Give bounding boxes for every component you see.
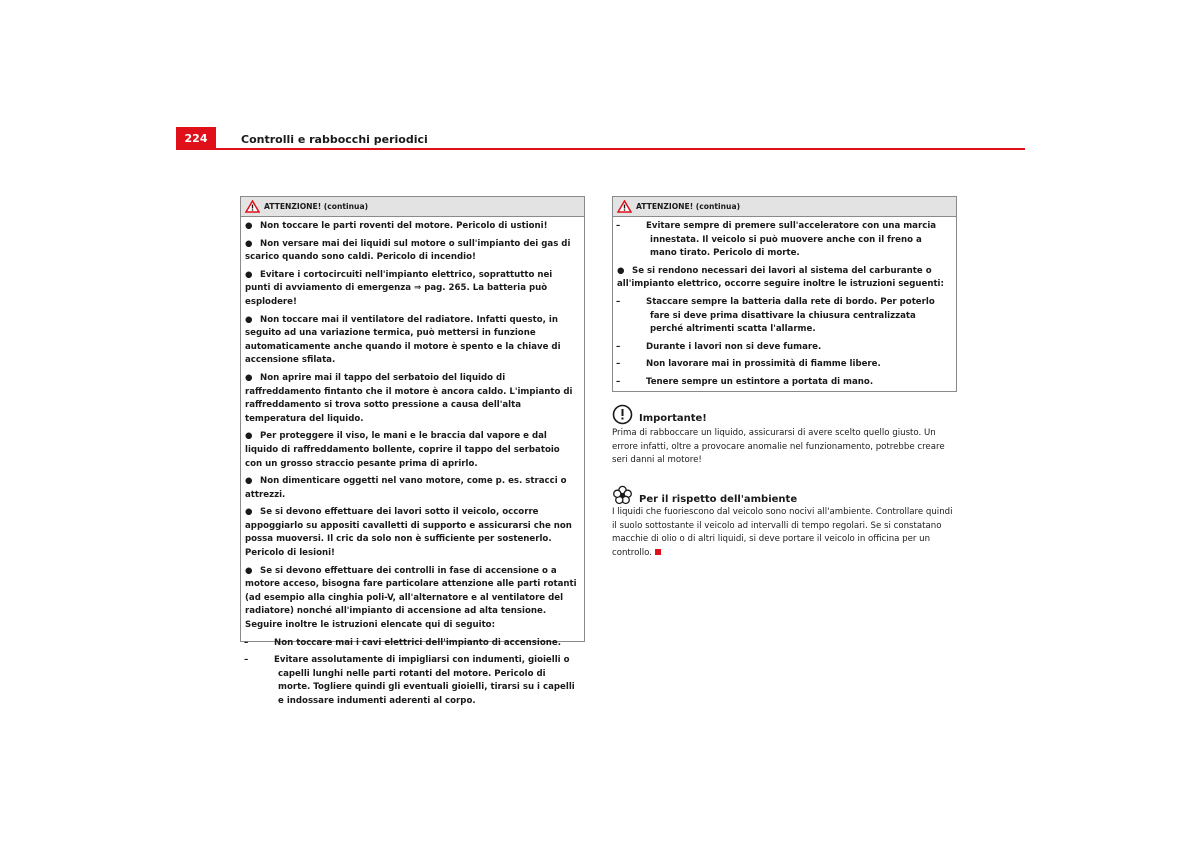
important-note [612,404,956,468]
warning-subitem: – Evitare sempre di premere sull'acceleratore con una marcia innestata. Il veicolo si può muovere anche con il freno a mano tirato. Pericolo di morte. [616,221,937,259]
warning-box-right [612,196,957,392]
warning-item: ● Non aprire mai il tappo del serbatoio del liquido di raffreddamento fintanto che il motore è ancora caldo. L'impianto di raffreddamento si trova sotto pressione a causa dell'alta temperatura del liquido. [245,372,573,424]
warning-box-header [241,197,584,217]
important-text: Prima di rabboccare un liquido, assicurarsi di avere scelto quello giusto. Un errore infatti, oltre a provocare anomalie nel funzionamento, potrebbe creare seri danni al motore! [612,428,945,466]
important-title: Importante! [639,413,707,424]
warning-item: ● Evitare i cortocircuiti nell'impianto elettrico, soprattutto nei punti di avviamento di emergenza ⇒ pag. 265. La batteria può esplodere! [245,269,553,307]
environment-text [612,506,956,560]
warning-triangle-icon [617,200,632,213]
warning-box-left [240,196,585,706]
warning-item: ● Non dimenticare oggetti nel vano motore, come p. es. stracci o attrezzi. [245,476,567,500]
warning-subitem: – Evitare assolutamente di impigliarsi con indumenti, gioielli o capelli lunghi nelle parti rotanti del motore. Pericolo di morte. Togliere quindi gli eventuali gioielli, tirarsi su i capelli e indossare indumenti aderenti al corpo. [244,655,575,706]
flower-icon [612,485,633,506]
warning-item: ● Se si devono effettuare dei controlli in fase di accensione o a motore acceso, bisogna fare particolare attenzione alle parti rotanti (ad esempio alla cinghia poli-V, all'alternatore e al ventilatore del radiatore) nonché all'impianto di accensione ad alta tensione. Seguire inoltre le istruzioni elencate qui di seguito: [245,565,577,631]
exclamation-circle-icon [612,404,633,425]
warning-item: ● Non versare mai dei liquidi sul motore o sull'impianto dei gas di scarico quando sono caldi. Pericolo di incendio! [245,238,571,263]
warning-item: ● Non toccare le parti roventi del motore. Pericolo di ustioni! [245,221,548,231]
environment-note [612,485,956,560]
warning-subitem: – Staccare sempre la batteria dalla rete di bordo. Per poterlo fare si deve prima disattivare la chiusura centralizzata perché altrimenti scatta l'allarme. [616,296,935,335]
header-divider [176,148,1025,150]
warning-box-body [241,217,584,709]
warning-subitem: – Tenere sempre un estintore a portata di mano. [616,376,874,387]
chapter-title: Controlli e rabbocchi periodici [241,133,428,146]
environment-title: Per il rispetto dell'ambiente [639,494,798,505]
warning-item: ● Non toccare mai il ventilatore del radiatore. Infatti questo, in seguito ad una variazione termica, può mettersi in funzione automaticamente anche quando il motore è spento e la chiave di accensione sfilata. [245,314,561,366]
page-number: 224 [176,127,216,149]
end-marker-icon [655,549,661,555]
warning-box-title: ATTENZIONE! (continua) [264,202,369,211]
warning-item: ● Se si rendono necessari dei lavori al sistema del carburante o all'impianto elettrico, occorre seguire inoltre le istruzioni seguenti: [617,265,944,290]
warning-subitem: – Non lavorare mai in prossimità di fiamme libere. [616,359,881,370]
warning-subitem: – Durante i lavori non si deve fumare. [616,341,822,352]
warning-box-body [613,217,956,390]
warning-box-header [613,197,956,217]
warning-triangle-icon [245,200,260,213]
environment-text-content: I liquidi che fuoriescono dal veicolo sono nocivi all'ambiente. Controllare quindi il suolo sottostante il veicolo ad intervalli di tempo regolari. Se si constatano macchie di olio o di altri liquidi, si deve portare il veicolo in officina per un controllo. [612,507,953,558]
warning-subitem: – Non toccare mai i cavi elettrici dell'impianto di accensione. [244,637,561,648]
warning-item: ● Per proteggere il viso, le mani e le braccia dal vapore e dal liquido di raffreddamento bollente, coprire il tappo del serbatoio con un grosso straccio pesante prima di aprirlo. [245,431,560,469]
warning-box-title: ATTENZIONE! (continua) [636,202,741,211]
warning-item: ● Se si devono effettuare dei lavori sotto il veicolo, occorre appoggiarlo su appositi cavalletti di supporto e assicurarsi che non possa muoversi. Il cric da solo non è sufficiente per sostenerlo. Pericolo di lesioni! [245,507,572,559]
